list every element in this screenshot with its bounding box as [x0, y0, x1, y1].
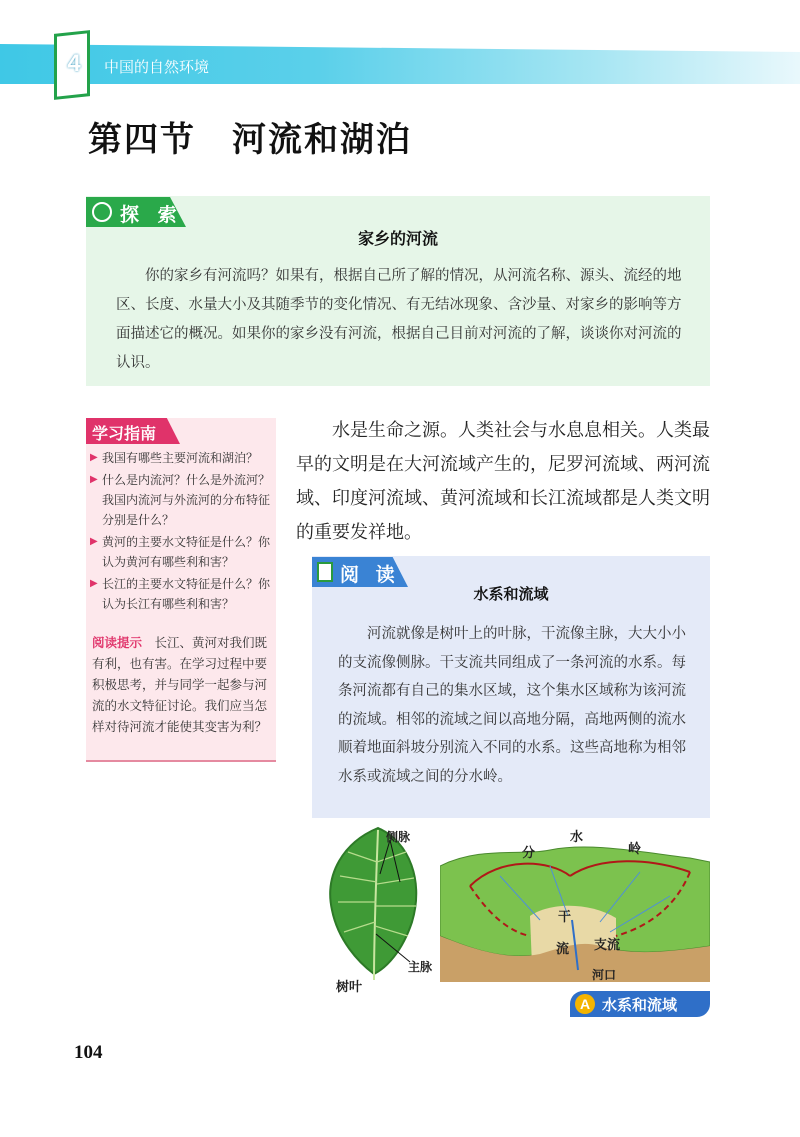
trunk-stream-char: 流 — [556, 942, 570, 957]
list-item: ▶ 我国有哪些主要河流和湖泊？ — [90, 448, 272, 468]
main-vein-label: 主脉 — [408, 960, 433, 974]
list-item: ▶ 长江的主要水文特征是什么？你认为长江有哪些利和害？ — [90, 574, 272, 614]
list-item: ▶ 什么是内流河？什么是外流河？我国内流河与外流河的分布特征分别是什么？ — [90, 470, 272, 530]
reading-tip-label: 阅读提示 — [92, 635, 143, 650]
chapter-title: 中国的自然环境 — [104, 58, 210, 76]
book-icon — [317, 562, 333, 582]
section-title: 第四节 河流和湖泊 — [88, 120, 412, 160]
explore-label: 探 索 — [120, 204, 183, 226]
study-guide-label: 学习指南 — [92, 424, 157, 443]
divide-char: 岭 — [628, 842, 642, 857]
watershed-illustration — [440, 836, 710, 982]
reading-label: 阅 读 — [340, 564, 400, 586]
triangle-bullet-icon: ▶ — [90, 578, 98, 589]
list-item: ▶ 黄河的主要水文特征是什么？你认为黄河有哪些利和害？ — [90, 532, 272, 572]
reading-tip-text: 长江、黄河对我们既有利，也有害。在学习过程中要积极思考，并与同学一起参与河流的水文特征讨论。我们应当怎样对待河流才能使其变害为利？ — [92, 635, 268, 734]
tributary-label: 支流 — [594, 938, 621, 953]
page-number: 104 — [74, 1042, 103, 1063]
divide-char: 分 — [522, 846, 536, 861]
caption-letter: A — [575, 994, 595, 1014]
caption-text: 水系和流域 — [602, 996, 678, 1014]
compass-icon — [92, 202, 112, 222]
chapter-number: 4 — [67, 50, 81, 77]
study-guide-list — [90, 448, 272, 616]
reading-text: 河流就像是树叶上的叶脉，干流像主脉，大大小小的支流像侧脉。干支流共同组成了一条河流的水系。每条河流都有自己的集水区域，这个集水区域称为该河流的流域。相邻的流域之间以高地分隔，高地两侧的流水顺着地面斜坡分别流入不同的水系。这些高地称为相邻水系或流域之间的分水岭。 — [338, 626, 686, 785]
leaf-label: 树叶 — [336, 980, 363, 995]
explore-text: 你的家乡有河流吗？如果有，根据自己所了解的情况，从河流名称、源头、流经的地区、长度、水量大小及其随季节的变化情况、有无结冰现象、含沙量、对家乡的影响等方面描述它的概况。如果你的家乡没有河流，根据自己目前对河流的了解，谈谈你对河流的认识。 — [116, 268, 682, 371]
river-mouth-label: 河口 — [592, 968, 617, 982]
triangle-bullet-icon: ▶ — [90, 452, 98, 463]
explore-heading: 家乡的河流 — [357, 229, 438, 248]
triangle-bullet-icon: ▶ — [90, 474, 98, 485]
lateral-vein-label: 侧脉 — [386, 830, 411, 844]
reading-tip — [92, 632, 270, 737]
reading-heading: 水系和流域 — [473, 585, 549, 603]
main-paragraph: 水是生命之源。人类社会与水息息相关。人类最早的文明是在大河流域产生的，尼罗河流域、两河流域、印度河流域、黄河流域和长江流域都是人类文明的重要发祥地。 — [296, 420, 710, 543]
trunk-stream-char: 干 — [558, 910, 572, 925]
triangle-bullet-icon: ▶ — [90, 536, 98, 547]
divide-char: 水 — [570, 830, 584, 845]
